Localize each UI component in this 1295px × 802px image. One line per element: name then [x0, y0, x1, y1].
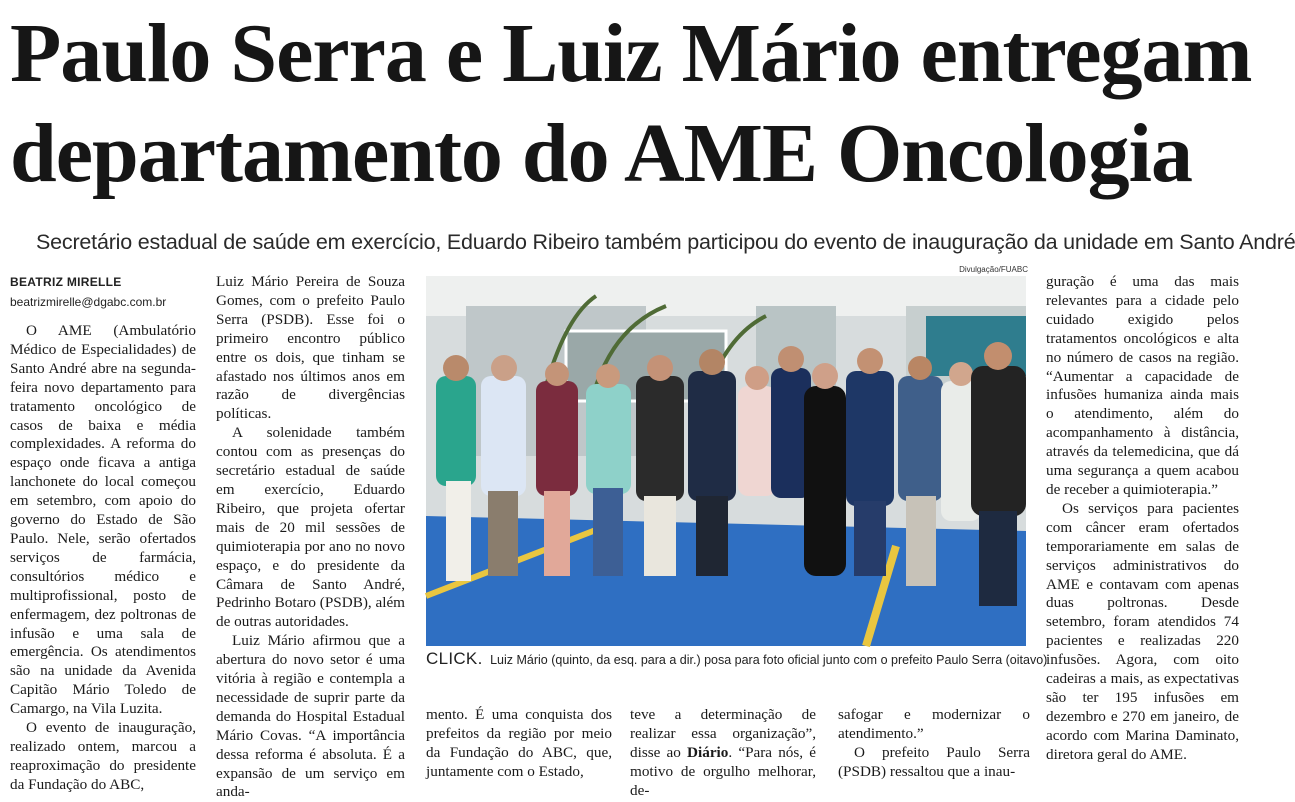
paragraph: O AME (Ambulatório Médico de Especialidades) de Santo André abre na segunda-feira novo departamento para tratamento oncológico de casos de baixa e média complexidades. A reforma do espaço onde ficava a antiga lanchonete do local começou em setembro, com apoio do governo do Estado de São Paulo. Nele, serão ofertados serviços de farmácia, consultórios médico e multiprofissional, posto de enfermagem, dez poltronas de infusão e uma sala de emergência. Os atendimentos são na unidade da Avenida Capitão Mário Toledo de Camargo, na Vila Luzita.	[10, 322, 196, 718]
paragraph: mento. É uma conquista dos prefeitos da região por meio da Fundação do ABC, que, juntamente com o Estado,	[426, 706, 612, 780]
photo-credit: Divulgação/FUABC	[959, 265, 1028, 274]
paragraph-part: teve a determinação de realizar essa organização”, disse ao	[630, 706, 816, 761]
headline-line-1: Paulo Serra e Luiz Mário entregam	[10, 7, 1252, 100]
photo-illustration	[426, 276, 1026, 646]
newspaper-name: Diário	[687, 743, 729, 761]
headline	[10, 4, 1252, 204]
paragraph: Luiz Mário afirmou que a abertura do novo setor é uma vitória à região e contempla a necessidade de suprir parte da demanda do Hospital Estadual Mário Covas. “A importância dessa reforma é absoluta. É a expansão de um serviço em anda-	[216, 632, 405, 801]
paragraph: A solenidade também contou com as presenças do secretário estadual de saúde em exercício, Eduardo Ribeiro, que projeta ofertar mais de 20 mil sessões de quimioterapia por ano no novo espaço, e do presidente da Câmara de Santo André, Pedrinho Botaro (PSDB), além de outras autoridades.	[216, 424, 405, 631]
article-column-6	[1046, 273, 1239, 788]
paragraph: guração é uma das mais relevantes para a cidade pelo cuidado exigido pelos tratamentos oncológicos e alta no número de casos na região. “Aumentar a capacidade de infusões humaniza ainda mais o atendimento, além do acompanhamento à distância, através da telemedicina, que dá uma segurança a quem acabou de receber a quimioterapia.”	[1046, 273, 1239, 498]
paragraph	[630, 706, 816, 801]
byline-author: BEATRIZ MIRELLE	[10, 275, 122, 289]
caption-text: Luiz Mário (quinto, da esq. para a dir.) posa para foto oficial junto com o prefeito Paulo Serra (oitavo)	[490, 653, 1048, 667]
photo-caption	[426, 649, 1048, 669]
article-photo	[426, 276, 1026, 646]
byline	[10, 274, 166, 310]
paragraph: Luiz Mário Pereira de Souza Gomes, com o prefeito Paulo Serra (PSDB). Esse foi o primeiro encontro público entre os dois, que tinham se afastado nos últimos anos em razão de divergências políticas.	[216, 273, 405, 423]
byline-email: beatrizmirelle@dgabc.com.br	[10, 295, 167, 309]
subheadline: Secretário estadual de saúde em exercício, Eduardo Ribeiro também participou do evento de inauguração da unidade em Santo André	[36, 230, 1295, 254]
article-column-1	[10, 322, 196, 793]
paragraph-part: . “Para nós, é motivo de orgulho melhorar, de-	[630, 743, 816, 799]
caption-keyword: CLICK.	[426, 649, 483, 668]
article-column-4	[630, 706, 816, 799]
paragraph: O prefeito Paulo Serra (PSDB) ressaltou que a inau-	[838, 743, 1030, 780]
article-column-5	[838, 706, 1030, 788]
paragraph: Os serviços para pacientes com câncer eram ofertados temporariamente em salas de serviços administrativos do AME e contavam com apenas duas poltronas. Desde setembro, foram atendidos 74 pacientes e realizadas 220 infusões. Agora, com oito cadeiras a mais, as expectativas são ter 195 infusões em dezembro e 270 em janeiro, de acordo com Marina Daminato, diretora geral do AME.	[1046, 499, 1239, 763]
paragraph: safogar e modernizar o atendimento.”	[838, 706, 1030, 742]
article-column-2	[216, 273, 405, 801]
headline-line-2: departamento do AME Oncologia	[10, 107, 1192, 200]
paragraph: O evento de inauguração, realizado ontem, marcou a reaproximação do presidente da Fundação do ABC,	[10, 719, 196, 793]
article-column-3	[426, 706, 612, 788]
